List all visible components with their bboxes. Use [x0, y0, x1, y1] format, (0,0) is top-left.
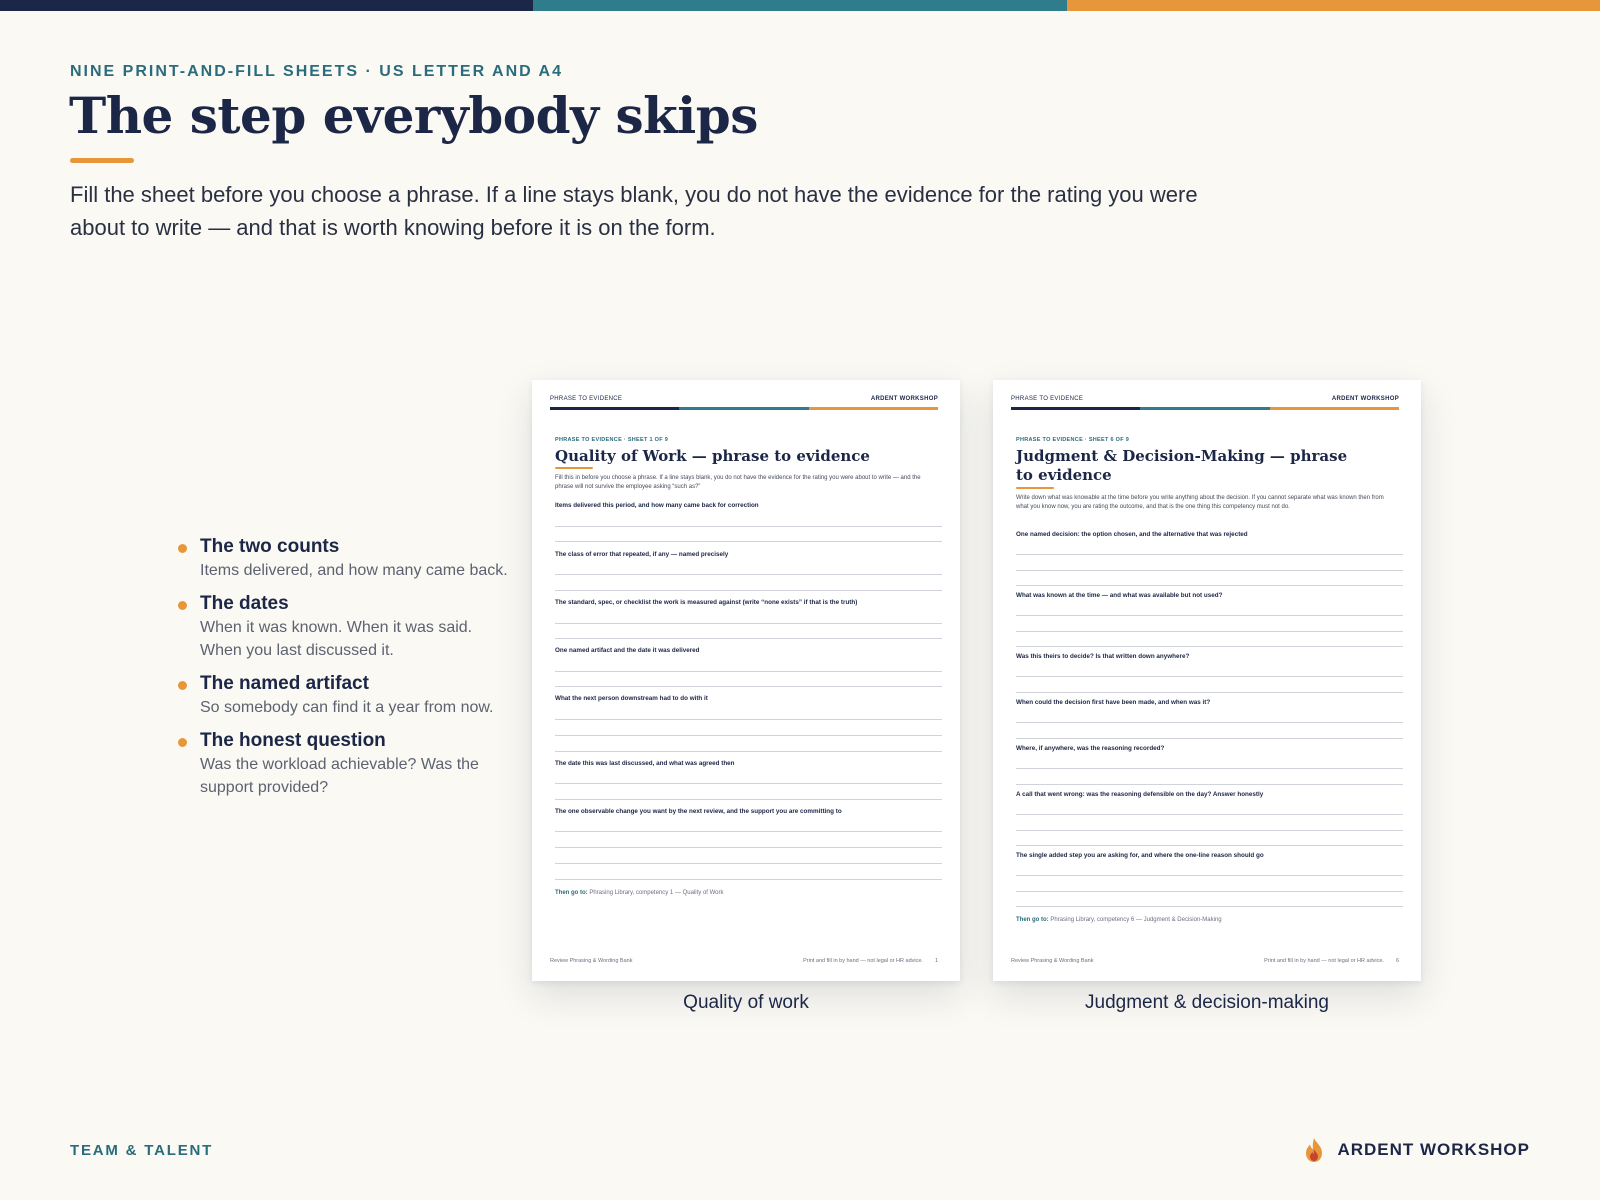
sheet-next-step-text: Phrasing Library, competency 1 — Quality of Work [589, 890, 724, 896]
sheet-prompt: A call that went wrong: was the reasoning defensible on the day? Answer honestly [1016, 791, 1264, 798]
write-line [1016, 585, 1403, 586]
sheet-color-bar [1011, 407, 1399, 410]
write-line [555, 686, 942, 687]
footer-category: TEAM & TALENT [70, 1142, 214, 1159]
write-line [555, 879, 942, 880]
sheet-page-number: 6 [1395, 958, 1399, 964]
write-line [555, 671, 942, 672]
write-line [555, 590, 942, 591]
bullet-dot [178, 601, 187, 610]
sheet-header-brand: ARDENT WORKSHOP [870, 396, 938, 402]
checklist-item-text: Was the workload achievable? Was the support provided? [200, 756, 479, 796]
write-line [1016, 646, 1403, 647]
sheet-prompt: The date this was last discussed, and what was agreed then [555, 760, 735, 767]
sheet-prompt: One named decision: the option chosen, and the alternative that was rejected [1016, 531, 1248, 538]
page-title: The step everybody skips [69, 86, 758, 145]
sheet-prompt: Items delivered this period, and how many came back for correction [555, 502, 759, 509]
sheet-prompt: The standard, spec, or checklist the work is measured against (write “none exists” if that is the truth) [555, 599, 858, 606]
write-line [1016, 906, 1403, 907]
top-bar-orange-segment [1067, 0, 1600, 11]
sheet-prompt: When could the decision first have been made, and when was it? [1016, 699, 1211, 706]
checklist-item [178, 729, 508, 799]
sheet-prompt: The class of error that repeated, if any — named precisely [555, 551, 729, 558]
sheet-title: Quality of Work — phrase to evidence [555, 447, 870, 465]
write-line [1016, 845, 1403, 846]
sheet-bar-navy-segment [1011, 407, 1140, 410]
sheet-caption: Judgment & decision-making [1085, 992, 1329, 1013]
sheet-bar-navy-segment [550, 407, 679, 410]
write-line [555, 735, 942, 736]
sheet-footer-right [1264, 958, 1399, 964]
sheet-footer-disclaimer: Print and fill in by hand — not legal or HR advice. [803, 958, 923, 964]
bullet-dot [178, 738, 187, 747]
sheet-eyebrow: PHRASE TO EVIDENCE · SHEET 1 OF 9 [555, 437, 669, 443]
worksheet-preview-quality-of-work[interactable] [532, 380, 960, 981]
sheet-footer-right [803, 958, 938, 964]
checklist-item-title: The dates [200, 593, 289, 614]
write-line [1016, 891, 1403, 892]
write-line [1016, 676, 1403, 677]
brand-name: ARDENT WORKSHOP [1337, 1140, 1530, 1159]
write-line [555, 719, 942, 720]
sheet-prompt: The one observable change you want by the next review, and the support you are committing to [555, 808, 842, 815]
sheet-prompt: The single added step you are asking for, and where the one-line reason should go [1016, 852, 1264, 859]
page-eyebrow: NINE PRINT-AND-FILL SHEETS · US LETTER AND A4 [70, 63, 563, 80]
sheet-title: Judgment & Decision-Making — phrase to evidence [1016, 447, 1348, 484]
write-line [1016, 830, 1403, 831]
sheet-next-step [1016, 917, 1222, 923]
sheet-footer-left: Review Phrasing & Wording Bank [550, 958, 633, 964]
write-line [1016, 631, 1403, 632]
write-line [555, 847, 942, 848]
sheet-intro: Fill this in before you choose a phrase. If a line stays blank, you do not have the evidence for the rating you were about to write — and the phrase will not survive the employee asking “such as?” [555, 475, 921, 490]
sheet-intro: Write down what was knowable at the time before you write anything about the decision. If you cannot separate what was known then from what you know now, you are rating the outcome, and that is the one thing this competency must not do. [1016, 495, 1384, 510]
write-line [1016, 875, 1403, 876]
sheet-eyebrow: PHRASE TO EVIDENCE · SHEET 6 OF 9 [1016, 437, 1130, 443]
top-color-bar [0, 0, 1600, 11]
sheet-caption: Quality of work [683, 992, 809, 1013]
write-line [555, 831, 942, 832]
worksheet-preview-judgment-decision-making[interactable] [993, 380, 1421, 981]
bullet-dot [178, 681, 187, 690]
write-line [1016, 615, 1403, 616]
sheet-bar-orange-segment [1270, 407, 1399, 410]
write-line [555, 799, 942, 800]
write-line [1016, 738, 1403, 739]
write-line [555, 863, 942, 864]
sheet-header-label: PHRASE TO EVIDENCE [1011, 396, 1084, 402]
sheet-color-bar [550, 407, 938, 410]
sheet-header-brand: ARDENT WORKSHOP [1331, 396, 1399, 402]
top-bar-navy-segment [0, 0, 533, 11]
sheet-prompt: One named artifact and the date it was delivered [555, 647, 700, 654]
sheet-prompt: Was this theirs to decide? Is that written down anywhere? [1016, 653, 1190, 660]
sheet-page-number: 1 [934, 958, 938, 964]
sheet-next-step-label: Then go to: [1016, 917, 1049, 923]
sheet-prompt: Where, if anywhere, was the reasoning recorded? [1016, 745, 1165, 752]
footer-brand[interactable] [1303, 1137, 1530, 1163]
sheet-header [1011, 396, 1399, 402]
sheet-footer-disclaimer: Print and fill in by hand — not legal or HR advice. [1264, 958, 1384, 964]
checklist-item-text: When it was known. When it was said. When you last discussed it. [200, 619, 473, 659]
checklist-item-text: Items delivered, and how many came back. [200, 562, 508, 579]
top-bar-teal-segment [533, 0, 1066, 11]
checklist-item [178, 535, 508, 582]
title-underline [70, 158, 134, 163]
write-line [1016, 814, 1403, 815]
checklist-item-title: The named artifact [200, 673, 369, 694]
write-line [1016, 692, 1403, 693]
write-line [555, 574, 942, 575]
sheet-next-step-label: Then go to: [555, 890, 588, 896]
sheet-next-step-text: Phrasing Library, competency 6 — Judgment & Decision-Making [1050, 917, 1222, 923]
checklist [178, 535, 508, 809]
checklist-item-title: The two counts [200, 536, 340, 557]
sheet-bar-teal-segment [679, 407, 808, 410]
bullet-dot [178, 544, 187, 553]
write-line [1016, 784, 1403, 785]
write-line [555, 751, 942, 752]
sheet-prompt: What was known at the time — and what was available but not used? [1016, 592, 1223, 599]
checklist-item [178, 672, 508, 719]
checklist-item [178, 592, 508, 662]
sheet-title-underline [555, 467, 593, 469]
write-line [555, 623, 942, 624]
write-line [1016, 768, 1403, 769]
page-lede: Fill the sheet before you choose a phrase. If a line stays blank, you do not have the evidence for the rating you were about to write — and that is worth knowing before it is on the form. [70, 182, 1198, 240]
write-line [1016, 554, 1403, 555]
write-line [555, 783, 942, 784]
sheet-footer-left: Review Phrasing & Wording Bank [1011, 958, 1094, 964]
checklist-item-text: So somebody can find it a year from now. [200, 699, 494, 716]
write-line [555, 526, 942, 527]
checklist-item-title: The honest question [200, 730, 386, 751]
write-line [1016, 570, 1403, 571]
sheet-title-underline [1016, 487, 1054, 489]
sheet-prompt: What the next person downstream had to do with it [555, 695, 708, 702]
sheet-header [550, 396, 938, 402]
sheet-bar-teal-segment [1140, 407, 1269, 410]
sheet-header-label: PHRASE TO EVIDENCE [550, 396, 623, 402]
sheet-bar-orange-segment [809, 407, 938, 410]
write-line [1016, 722, 1403, 723]
flame-icon [1303, 1137, 1325, 1163]
write-line [555, 541, 942, 542]
write-line [555, 638, 942, 639]
sheet-next-step [555, 890, 724, 896]
